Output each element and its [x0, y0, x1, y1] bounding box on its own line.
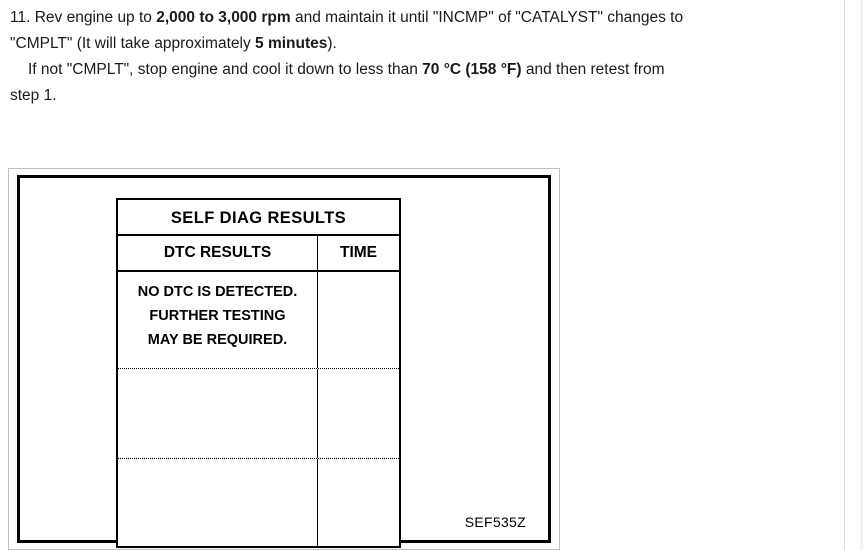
instruction-line-2 [10, 31, 842, 57]
dtc-result-line-2: FURTHER TESTING [149, 308, 286, 324]
time-cell [318, 459, 399, 546]
table-row [118, 272, 399, 369]
step-rpm-value: 2,000 to 3,000 rpm [156, 9, 291, 26]
column-header-dtc-results: DTC RESULTS [118, 236, 318, 270]
figure-border [17, 175, 551, 543]
screen-title: SELF DIAG RESULTS [118, 200, 399, 236]
instruction-line-1 [10, 5, 842, 31]
dtc-result-line-3: MAY BE REQUIRED. [147, 332, 288, 348]
table-row [118, 369, 399, 459]
step-duration-value: 5 minutes [255, 35, 328, 52]
time-cell [318, 272, 399, 368]
step-number: 11. [10, 9, 31, 26]
step-temperature-value: 70 °C (158 °F) [422, 61, 522, 78]
instruction-line-3 [10, 57, 842, 83]
step-text-part-1: Rev engine up to [34, 9, 157, 26]
figure-code-label: SEF535Z [464, 514, 526, 530]
dtc-result-line-1: NO DTC IS DETECTED. [137, 284, 298, 300]
time-cell [318, 369, 399, 458]
table-row [118, 459, 399, 546]
dtc-result-cell [118, 369, 318, 458]
scan-tool-screen [116, 198, 401, 548]
column-header-time: TIME [339, 244, 378, 261]
instruction-text-block [10, 5, 842, 109]
step-text-part-2: and maintain it until "INCMP" of "CATALYST" changes to [290, 9, 684, 26]
page-right-edge [844, 0, 863, 550]
instruction-line-4: step 1. [10, 87, 57, 104]
screen-column-headers [118, 236, 399, 272]
step-text-part-3: "CMPLT" (It will take approximately [10, 35, 256, 52]
dtc-result-cell [118, 272, 318, 368]
figure-self-diag-results [8, 168, 560, 550]
step-text-part-6: and then retest from [521, 61, 665, 78]
step-text-part-5: If not "CMPLT", stop engine and cool it down to less than [28, 61, 423, 78]
step-text-part-4: ). [327, 35, 337, 52]
dtc-result-cell [118, 459, 318, 546]
